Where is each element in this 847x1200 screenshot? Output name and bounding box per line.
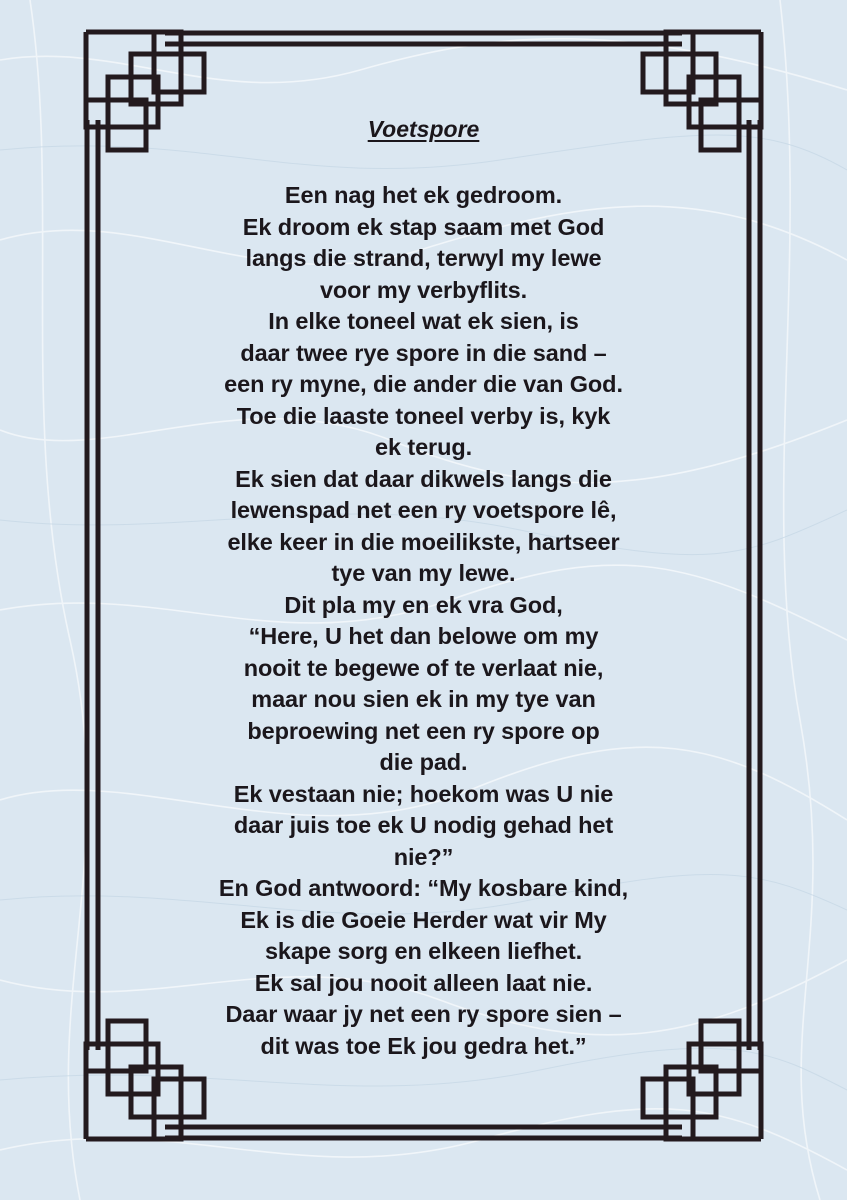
poem-line: maar nou sien ek in my tye van <box>251 686 596 712</box>
poem-line: nie?” <box>393 843 454 870</box>
poem-line: Ek sal jou nooit alleen laat nie. <box>254 969 593 996</box>
poem-line: In elke toneel wat ek sien, is <box>268 308 579 334</box>
poem-line: elke keer in die moeilikste, hartseer <box>227 528 620 555</box>
poem-line: daar twee rye spore in die sand – <box>240 339 607 366</box>
poem-line: een ry myne, die ander die van God. <box>224 371 623 397</box>
poem-line: Ek is die Goeie Herder wat vir My <box>240 906 607 933</box>
poem-line: beproewing net een ry spore op <box>247 717 600 744</box>
poem-line: voor my verbyflits. <box>319 276 528 303</box>
poem-title: Voetspore <box>367 116 480 142</box>
poem-line: lewenspad net een ry voetspore lê, <box>230 497 617 523</box>
poem-line: skape sorg en elkeen liefhet. <box>264 938 583 964</box>
poem-line: ek terug. <box>374 434 473 460</box>
poem-line: langs die strand, terwyl my lewe <box>245 245 602 271</box>
poem <box>120 112 727 1062</box>
poem-line: Ek sien dat daar dikwels langs die <box>235 465 612 492</box>
poem-line: Ek vestaan nie; hoekom was U nie <box>233 780 614 807</box>
poem-line: nooit te begewe of te verlaat nie, <box>243 654 604 681</box>
poem-line: Toe die laaste toneel verby is, kyk <box>236 402 611 429</box>
poem-line: die pad. <box>379 749 468 775</box>
poem-line: daar juis toe ek U nodig gehad het <box>233 812 614 838</box>
poem-line: dit was toe Ek jou gedra het.” <box>260 1032 587 1059</box>
poem-line: tye van my lewe. <box>331 560 516 586</box>
poem-line: Dit pla my en ek vra God, <box>284 591 563 618</box>
poem-line: En God antwoord: “My kosbare kind, <box>218 875 629 901</box>
poem-line: Daar waar jy net een ry spore sien – <box>225 1001 622 1027</box>
poem-lines <box>120 180 727 1062</box>
poem-line: Een nag het ek gedroom. <box>284 182 563 208</box>
poem-line: “Here, U het dan belowe om my <box>248 623 599 649</box>
poem-line: Ek droom ek stap saam met God <box>242 213 605 240</box>
